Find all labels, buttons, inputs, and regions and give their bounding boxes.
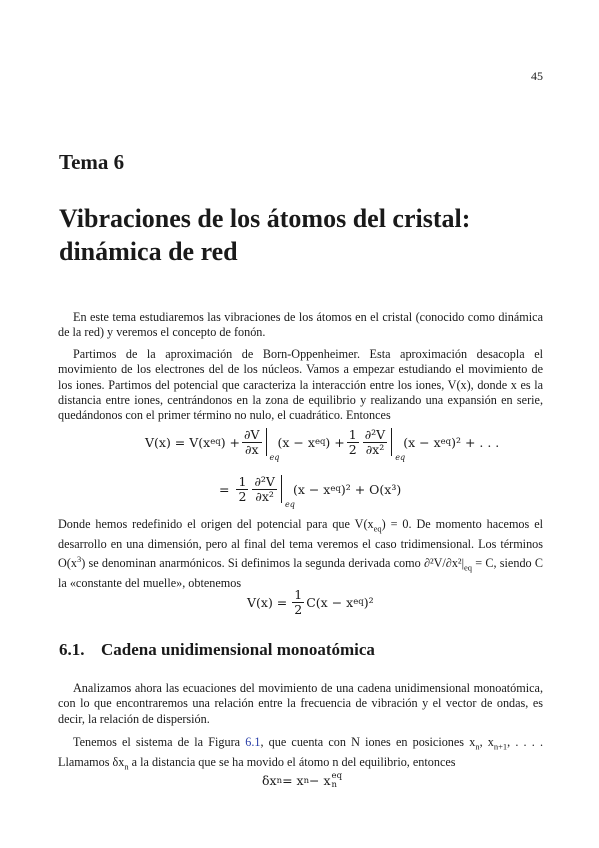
equation-quadratic-term [219,474,402,510]
eq1-term1-end: ) + [325,434,345,450]
eq2-eval-bar [281,475,295,510]
eq1-eval-bar [266,428,280,463]
eq4-lhs-sub: n [276,775,283,786]
figure-6-1-link[interactable]: 6.1 [245,735,261,749]
p3-sub-eq: eq [373,523,382,534]
equation-potential-expansion [145,427,500,463]
eq1-term1-sub: eq [314,437,326,448]
eq2-frac-half [236,475,248,504]
eq3-sub: eq [353,597,364,608]
eq1-eval-sub-2: eq [395,453,406,463]
eq1-lhs: V(x) = V(x [145,434,211,450]
p5-part-d: , . . . . Llamamos δx [58,735,544,769]
eq2-eval-sub: eq [284,500,295,510]
eq4-sup-eq: eq [331,771,343,781]
eq1-half-num: 1 [348,427,357,442]
eq4-rhs: = x [282,773,304,788]
p5-sub-n-2: n [124,761,129,772]
eq2-term: (x − x [292,481,331,497]
eq1-frac-den: ∂x [245,441,259,457]
eq1-frac-dV-dx [242,428,262,457]
chapter-title [59,202,559,268]
paragraph-born-oppenheimer: Partimos de la aproximación de Born-Oppenheimer. Esta aproximación desacopla el movimiento de los electrones del de los núcleos. Vamos a empezar estudiando el movimiento de los iones. Partimos del potencial que caracteriza la interacción entre los iones, V(x), donde x es la distancia entre iones, centrándonos en la zona de equilibrio y realizando una expansión en serie, quedándonos con el primer término no nulo, el cuadrático. Entonces [58,347,543,423]
eq1-frac-d2V-dx2 [363,428,388,457]
eq4-sub-n: n [331,779,338,790]
eq3-half-den: 2 [294,601,303,617]
section-number: 6.1. [59,640,85,659]
page-number: 45 [531,69,543,83]
eq1-sub: eq [210,437,221,448]
eq1-d2-den: ∂x² [365,441,385,457]
p5-part-e: a la distancia que se ha movido el átomo n del equilibrio, entonces [128,754,456,769]
p3-sup-3: 3 [76,554,82,565]
eq1-eval-sub: eq [269,453,280,463]
section-title: Cadena unidimensional monoatómica [101,640,375,659]
p5-part-a: Tenemos el sistema de la Figura [73,735,246,749]
eq2-frac-d2V-dx2 [252,475,277,504]
eq2-d2-num: ∂²V [254,474,275,489]
eq1-term2: (x − x [403,434,441,450]
p5-part-c: , x [479,735,494,749]
eq1-term2-end: )² + . . . [451,434,500,450]
p3-part-a: Donde hemos redefinido el origen del potencial para que V(x [58,517,374,531]
eq3-half-num: 1 [294,587,303,602]
eq4-lhs: δx [262,773,277,788]
eq1-eval-bar-2 [391,428,406,463]
eq1-term2-sub: eq [440,437,452,448]
eq3-frac-half [292,588,304,617]
eq2-lead: = [219,481,230,497]
equation-spring-potential [247,588,374,617]
eq1-frac-half [347,428,359,457]
eq3-end: )² [363,594,374,610]
chapter-title-line2: dinámica de red [59,237,238,266]
p3-part-b: ) = 0. De momento hacemos el desarrollo en una dimensión, pero al final del tema veremos el caso tridimensional. Los términos O(x [58,517,543,571]
eq4-rhs-sub: n [303,775,310,786]
chapter-title-line1: Vibraciones de los átomos del cristal: [59,204,471,233]
eq4-sub-sup [332,772,342,789]
paragraph-redefinition [58,517,543,591]
eq3-rhs: C(x − x [306,594,354,610]
paragraph-monoatomic-chain: Analizamos ahora las ecuaciones del movimiento de una cadena unidimensional monoatómica, con lo que encontraremos una relación entre la frecuencia de vibración y el vector de ondas, es decir, la relación de dispersión. [58,681,543,726]
chapter-label: Tema 6 [59,150,125,174]
p5-part-b: , que cuenta con N iones en posiciones x [260,735,476,749]
p5-sub-n: n [475,741,480,752]
eq1-half-den: 2 [348,441,357,457]
eq2-half-num: 1 [238,474,247,489]
eq2-end: )² + O(x³) [340,481,402,497]
p3-part-c: ) se denominan anarmónicos. Si definimos la segunda derivada como ∂²V/∂x²| [81,556,465,571]
section-heading [59,640,375,660]
eq3-lhs: V(x) = [247,594,288,610]
equation-displacement [262,772,342,789]
eq1-term1: (x − x [277,434,315,450]
eq2-half-den: 2 [238,488,247,504]
eq1-frac-num: ∂V [244,427,260,442]
eq4-minus: − x [309,773,331,788]
eq1-d2-num: ∂²V [364,427,386,442]
paragraph-figure-system [58,735,543,774]
p3-sub-eq-2: eq [464,562,473,573]
eq2-term-sub: eq [330,484,341,495]
eq1-mid: ) + [220,434,241,450]
p3-part-d: = C, siendo C la «constante del muelle», obtenemos [58,556,543,590]
eq2-d2-den: ∂x² [255,488,274,504]
p5-sub-n1: n+1 [493,741,508,752]
paragraph-intro: En este tema estudiaremos las vibraciones de los átomos en el cristal (conocido como dinámica de la red) y veremos el concepto de fonón. [58,310,543,340]
